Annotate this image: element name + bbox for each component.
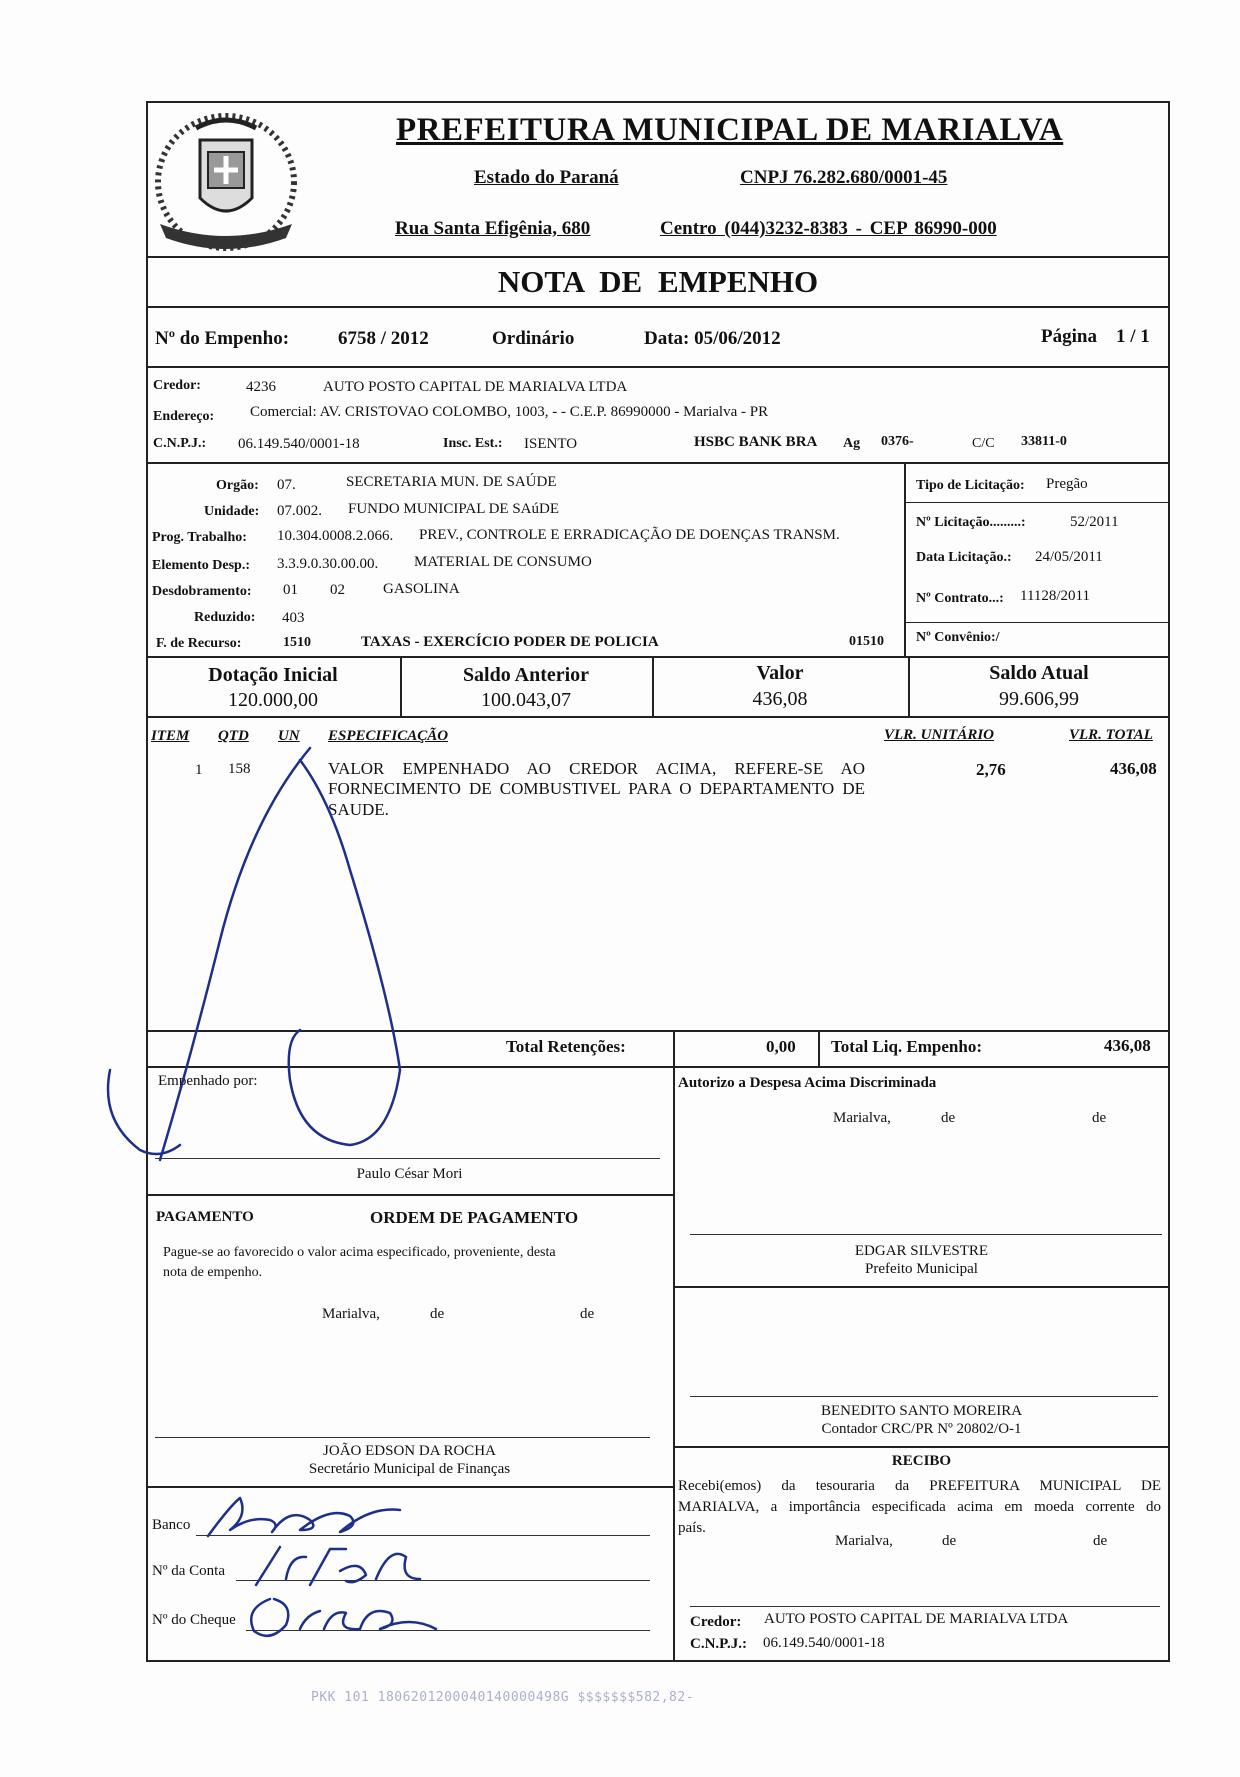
unidade-code: 07.002. bbox=[277, 503, 322, 519]
recibo-cnpj-value: 06.149.540/0001-18 bbox=[763, 1635, 885, 1651]
header-title: PREFEITURA MUNICIPAL DE MARIALVA bbox=[396, 112, 1064, 148]
ag-value: 0376- bbox=[881, 434, 914, 449]
endereco-label: Endereço: bbox=[153, 409, 215, 424]
recurso-code2: 01510 bbox=[849, 634, 884, 649]
desdobramento-name: GASOLINA bbox=[383, 581, 460, 597]
conta-label: Nº da Conta bbox=[152, 1563, 225, 1579]
pagamento-de-1: de bbox=[430, 1306, 445, 1322]
tipo-licitacao-label: Tipo de Licitação: bbox=[916, 478, 1025, 493]
ag-label: Ag bbox=[843, 436, 861, 451]
col-especificacao: ESPECIFICAÇÃO bbox=[328, 728, 449, 744]
signature-line bbox=[155, 1437, 650, 1438]
recibo-line3: país. bbox=[678, 1520, 706, 1536]
credor-code: 4236 bbox=[246, 379, 276, 395]
desdobramento-a: 01 bbox=[283, 582, 298, 598]
col-vlr-total: VLR. TOTAL bbox=[1069, 727, 1153, 743]
dotacao-value: 120.000,00 bbox=[228, 689, 318, 711]
row-vlr-unitario: 2,76 bbox=[976, 760, 1006, 779]
signature-line bbox=[690, 1234, 1162, 1235]
header-contact: Centro (044)3232-8383 - CEP 86990-000 bbox=[660, 218, 997, 239]
pagamento-city: Marialva, bbox=[322, 1306, 380, 1322]
desdobramento-b: 02 bbox=[330, 582, 345, 598]
autorizo-de-1: de bbox=[941, 1110, 956, 1126]
cc-label: C/C bbox=[972, 436, 995, 451]
col-un: UN bbox=[278, 728, 300, 744]
banco-label: Banco bbox=[152, 1517, 191, 1533]
signature-line bbox=[690, 1396, 1158, 1397]
credor-name: AUTO POSTO CAPITAL DE MARIALVA LTDA bbox=[323, 379, 628, 395]
divider bbox=[673, 1030, 675, 1067]
divider bbox=[146, 716, 1170, 718]
num-licitacao-label: Nº Licitação.........: bbox=[916, 515, 1026, 530]
divider bbox=[673, 1446, 1170, 1448]
prog-label: Prog. Trabalho: bbox=[152, 530, 247, 545]
handwritten-cheque bbox=[240, 1585, 460, 1645]
divider bbox=[904, 622, 1170, 623]
total-retencoes-value: 0,00 bbox=[766, 1037, 796, 1056]
cheque-label: Nº do Cheque bbox=[152, 1612, 236, 1628]
divider bbox=[146, 256, 1170, 258]
contador-name: BENEDITO SANTO MOREIRA bbox=[820, 1403, 1023, 1419]
divider bbox=[673, 1286, 1170, 1288]
empenhado-por-label: Empenhado por: bbox=[158, 1073, 258, 1089]
convenio-label: Nº Convênio:/ bbox=[916, 630, 1000, 645]
recibo-credor-label: Credor: bbox=[690, 1614, 742, 1630]
autorizo-city: Marialva, bbox=[833, 1110, 891, 1126]
pague-text-line1: Pague-se ao favorecido o valor acima especificado, proveniente, desta bbox=[163, 1245, 556, 1260]
saldo-atual-value: 99.606,99 bbox=[999, 688, 1079, 710]
orgao-name: SECRETARIA MUN. DE SAÚDE bbox=[346, 474, 557, 490]
prog-name: PREV., CONTROLE E ERRADICAÇÃO DE DOENÇAS TRANSM. bbox=[419, 527, 840, 543]
divider bbox=[146, 656, 1170, 658]
endereco-value: Comercial: AV. CRISTOVAO COLOMBO, 1003, - - C.E.P. 86990000 - Marialva - PR bbox=[250, 404, 769, 420]
valor-label: Valor bbox=[756, 662, 804, 684]
recibo-cnpj-label: C.N.P.J.: bbox=[690, 1636, 747, 1652]
empenho-number-label: Nº do Empenho: bbox=[155, 328, 290, 349]
row-vlr-total: 436,08 bbox=[1110, 759, 1157, 778]
total-liq-label: Total Liq. Empenho: bbox=[831, 1037, 982, 1056]
page-number: 1 / 1 bbox=[1116, 326, 1150, 347]
recurso-name: TAXAS - EXERCÍCIO PODER DE POLICIA bbox=[361, 634, 659, 650]
divider bbox=[904, 462, 906, 656]
handwritten-signature-empenho bbox=[100, 740, 460, 1170]
tipo-licitacao-value: Pregão bbox=[1046, 476, 1088, 492]
empenhado-name: Paulo César Mori bbox=[356, 1166, 463, 1182]
cnpj-label: C.N.P.J.: bbox=[153, 436, 207, 451]
insc-value: ISENTO bbox=[524, 436, 578, 452]
unidade-name: FUNDO MUNICIPAL DE SAúDE bbox=[348, 501, 559, 517]
elemento-name: MATERIAL DE CONSUMO bbox=[414, 554, 592, 570]
recibo-credor-name: AUTO POSTO CAPITAL DE MARIALVA LTDA bbox=[764, 1611, 1069, 1627]
prefeito-name: EDGAR SILVESTRE bbox=[854, 1243, 989, 1259]
divider bbox=[904, 502, 1170, 503]
row-qtd: 158 bbox=[228, 761, 251, 777]
col-item: ITEM bbox=[151, 728, 190, 744]
credor-label: Credor: bbox=[153, 378, 201, 393]
contador-role: Contador CRC/PR Nº 20802/O-1 bbox=[821, 1421, 1022, 1437]
autorizo-text: Autorizo a Despesa Acima Discriminada bbox=[678, 1075, 937, 1091]
contrato-value: 11128/2011 bbox=[1020, 588, 1090, 604]
reduzido-label: Reduzido: bbox=[194, 610, 256, 625]
header-state: Estado do Paraná bbox=[474, 167, 619, 188]
data-licitacao-label: Data Licitação.: bbox=[916, 550, 1012, 565]
autorizo-de-2: de bbox=[1092, 1110, 1107, 1126]
num-licitacao-value: 52/2011 bbox=[1070, 514, 1119, 530]
header-cnpj: CNPJ 76.282.680/0001-45 bbox=[740, 167, 948, 188]
recibo-label: RECIBO bbox=[891, 1453, 952, 1469]
secretario-name: JOÃO EDSON DA ROCHA bbox=[323, 1443, 496, 1459]
recibo-de-1: de bbox=[942, 1533, 957, 1549]
prog-code: 10.304.0008.2.066. bbox=[277, 528, 394, 544]
valor-value: 436,08 bbox=[752, 688, 808, 710]
row-item: 1 bbox=[195, 762, 203, 778]
insc-label: Insc. Est.: bbox=[443, 436, 503, 451]
prefeito-role: Prefeito Municipal bbox=[865, 1261, 978, 1277]
divider bbox=[146, 366, 1170, 368]
pagamento-de-2: de bbox=[580, 1306, 595, 1322]
saldo-atual-label: Saldo Atual bbox=[989, 662, 1089, 684]
saldo-anterior-label: Saldo Anterior bbox=[462, 664, 590, 686]
empenho-number: 6758 / 2012 bbox=[338, 328, 429, 349]
desdobramento-label: Desdobramento: bbox=[152, 584, 252, 599]
ordem-pagamento-label: ORDEM DE PAGAMENTO bbox=[370, 1208, 579, 1227]
empenho-date: Data: 05/06/2012 bbox=[644, 328, 781, 349]
orgao-label: Orgão: bbox=[216, 478, 259, 493]
divider bbox=[146, 306, 1170, 308]
header-address: Rua Santa Efigênia, 680 bbox=[395, 218, 591, 239]
col-vlr-unitario: VLR. UNITÁRIO bbox=[884, 727, 995, 743]
bank-stamp: PKK 101 1806201200040140000498G $$$$$$$582,82- bbox=[311, 1690, 695, 1705]
recurso-label: F. de Recurso: bbox=[156, 636, 242, 651]
recibo-de-2: de bbox=[1093, 1533, 1108, 1549]
data-licitacao-value: 24/05/2011 bbox=[1035, 549, 1103, 565]
cc-value: 33811-0 bbox=[1021, 434, 1067, 449]
row-description-line3: SAUDE. bbox=[328, 800, 389, 819]
total-liq-value: 436,08 bbox=[1104, 1036, 1151, 1055]
dotacao-label: Dotação Inicial bbox=[208, 664, 338, 686]
divider bbox=[818, 1030, 820, 1067]
elemento-label: Elemento Desp.: bbox=[152, 558, 250, 573]
recurso-code: 1510 bbox=[283, 635, 311, 650]
page-label: Página bbox=[1041, 326, 1097, 347]
recibo-line1: Recebi(emos) da tesouraria da PREFEITURA MUNICIPAL DE bbox=[678, 1478, 1161, 1494]
recibo-city: Marialva, bbox=[835, 1533, 893, 1549]
unidade-label: Unidade: bbox=[204, 504, 260, 519]
divider bbox=[673, 1066, 675, 1662]
divider bbox=[146, 462, 1170, 464]
saldo-anterior-value: 100.043,07 bbox=[481, 689, 571, 711]
reduzido-value: 403 bbox=[282, 610, 305, 626]
cnpj-value: 06.149.540/0001-18 bbox=[238, 436, 360, 452]
empenho-type: Ordinário bbox=[492, 328, 575, 349]
pague-text-line2: nota de empenho. bbox=[163, 1265, 263, 1280]
elemento-code: 3.3.9.0.30.00.00. bbox=[277, 556, 379, 572]
total-retencoes-label: Total Retenções: bbox=[506, 1037, 626, 1056]
pagamento-label: PAGAMENTO bbox=[156, 1209, 254, 1225]
contrato-label: Nº Contrato...: bbox=[916, 591, 1004, 606]
doc-title: NOTA DE EMPENHO bbox=[497, 264, 819, 299]
row-description-line2: FORNECIMENTO DE COMBUSTIVEL PARA O DEPARTAMENTO DE bbox=[328, 779, 865, 798]
recibo-line2: MARIALVA, a importância especificada acima em moeda corrente do bbox=[678, 1499, 1161, 1515]
row-description-line1: VALOR EMPENHADO AO CREDOR ACIMA, REFERE-SE AO bbox=[328, 759, 865, 778]
orgao-code: 07. bbox=[277, 477, 296, 493]
col-qtd: QTD bbox=[218, 728, 249, 744]
signature-line bbox=[690, 1606, 1160, 1607]
bank-name: HSBC BANK BRA bbox=[694, 434, 818, 450]
secretario-role: Secretário Municipal de Finanças bbox=[308, 1461, 511, 1477]
divider bbox=[146, 1194, 673, 1196]
coat-of-arms-logo bbox=[152, 106, 300, 258]
